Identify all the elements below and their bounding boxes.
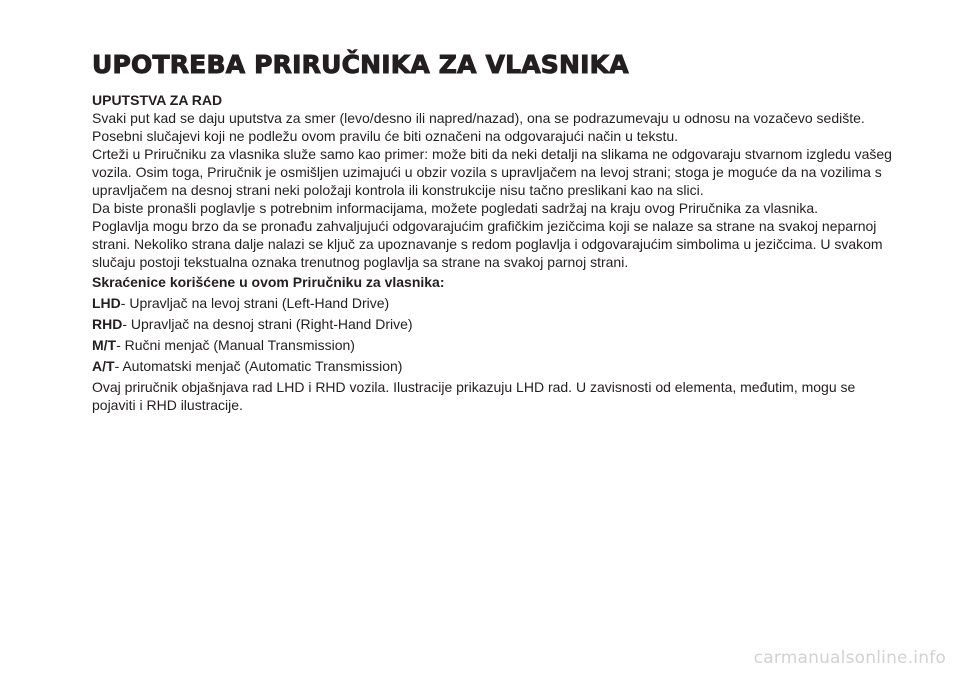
paragraph-illustrations: Crteži u Priručniku za vlasnika služe samo kao primer: može biti da neki detalji na slikama ne odgovaraju stvarnom izgledu vašeg vozila. Osim toga, Priručnik je osmišljen uzimajući u obzir vozila s upravljačem na levoj strani; stoga je moguće da na vozilima s upravljačem na desnoj strani neki položaji kontrola ili konstrukcije nisu tačno preslikani kao na slici. xyxy=(92,146,892,198)
paragraph-lhd-rhd: Ovaj priručnik objašnjava rad LHD i RHD vozila. Ilustracije prikazuju LHD rad. U zavisnosti od elementa, međutim, mogu se pojaviti i RHD ilustracije. xyxy=(92,379,856,413)
abbreviation-description: - Upravljač na levoj strani (Left-Hand Drive) xyxy=(120,295,390,311)
manual-page xyxy=(92,50,892,414)
abbreviation-code: M/T xyxy=(92,337,117,353)
abbreviation-code: RHD xyxy=(92,316,123,332)
abbreviation-description: - Upravljač na desnoj strani (Right-Hand Drive) xyxy=(122,316,413,332)
page-title: UPOTREBA PRIRUČNIKA ZA VLASNIKA xyxy=(92,50,629,79)
paragraph-contents: Da biste pronašli poglavlje s potrebnim informacijama, možete pogledati sadržaj na kraju ovog Priručnika za vlasnika. xyxy=(92,200,819,216)
abbreviation-item xyxy=(92,315,892,333)
abbreviations-heading: Skraćenice korišćene u ovom Priručniku za vlasnika: xyxy=(92,274,445,290)
paragraph-chapter-tabs: Poglavlja mogu brzo da se pronađu zahvaljujući odgovarajućim grafičkim jezičcima koji se nalaze sa strane na svakoj neparnoj strani. Nekoliko strana dalje nalazi se ključ za upoznavanje s redom poglavlja i odgovarajućim simbolima u jezičcima. U svakom slučaju postoji tekstualna oznaka trenutnog poglavlja sa strane na svakoj parnoj strani. xyxy=(92,218,883,270)
section-heading: UPUTSTVA ZA RAD xyxy=(92,92,223,108)
abbreviation-code: LHD xyxy=(92,295,121,311)
abbreviation-description: - Automatski menjač (Automatic Transmission) xyxy=(114,358,403,374)
watermark: carmanualsonline.info xyxy=(753,648,946,668)
abbreviation-item xyxy=(92,357,892,375)
abbreviation-item xyxy=(92,336,892,354)
abbreviation-code: A/T xyxy=(92,358,115,374)
paragraph-direction: Svaki put kad se daju uputstva za smer (levo/desno ili napred/nazad), ona se podrazumevaju u odnosu na vozačevo sedište. Posebni slučajevi koji ne podležu ovom pravilu će biti označeni na odgovarajući način u tekstu. xyxy=(92,110,865,144)
abbreviation-item xyxy=(92,294,892,312)
abbreviation-description: - Ručni menjač (Manual Transmission) xyxy=(116,337,355,353)
